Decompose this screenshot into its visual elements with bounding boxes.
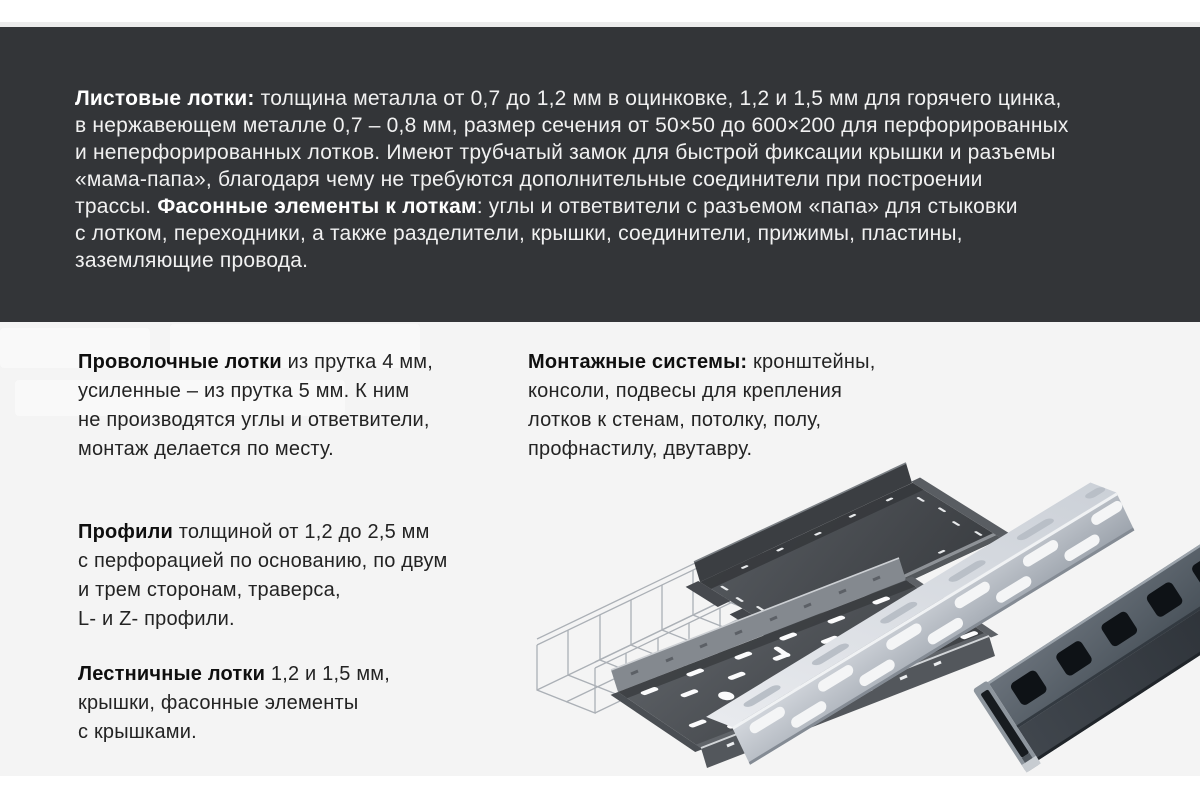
text-line: в нержавеющем металле 0,7 – 0,8 мм, размер сечения от 50×50 до 600×200 для перфорированных (75, 114, 1069, 137)
text-line: Листовые лотки: толщина металла от 0,7 до 1,2 мм в оцинковке, 1,2 и 1,5 мм для горячего цинка, (75, 87, 1062, 110)
products-overview-section (0, 322, 1200, 776)
ladder-trays-paragraph: Лестничные лотки 1,2 и 1,5 мм, крышки, фасонные элементы с крышками. (78, 663, 390, 743)
cable-tray-products-image (500, 460, 1200, 776)
profiles-paragraph: Профили толщиной от 1,2 до 2,5 мм с перфорацией по основанию, по двум и трем сторонам, траверса, L- и Z- профили. (78, 521, 448, 630)
mounting-systems-paragraph: Монтажные системы: кронштейны, консоли, подвесы для крепления лотков к стенам, потолку, полу, профнастилу, двутавру. (528, 351, 876, 460)
text-line: с лотком, переходники, а также разделители, крышки, соединители, прижимы, пластины, (75, 222, 963, 245)
bold-lead: Фасонные элементы к лоткам (157, 195, 477, 218)
bold-lead: Листовые лотки: (75, 87, 255, 110)
text-line: «мама-папа», благодаря чему не требуются дополнительные соединители при построении (75, 168, 983, 191)
text-line: заземляющие провода. (75, 249, 309, 272)
bold-lead: Профили (78, 521, 174, 543)
sheet-trays-text (75, 85, 1069, 274)
sheet-trays-description-panel (0, 22, 1200, 322)
bold-lead: Лестничные лотки (78, 663, 266, 685)
wire-trays-paragraph: Проволочные лотки из прутка 4 мм, усиленные – из прутка 5 мм. К ним не производятся углы и ответвители, монтаж делается по месту. (78, 351, 433, 460)
bold-lead: Проволочные лотки (78, 351, 282, 373)
text-line: трассы. Фасонные элементы к лоткам: углы и ответвители с разъемом «папа» для стыковки (75, 195, 1018, 218)
bold-lead: Монтажные системы: (528, 351, 748, 373)
text-line: и неперфорированных лотков. Имеют трубчатый замок для быстрой фиксации крышки и разъемы (75, 141, 1056, 164)
